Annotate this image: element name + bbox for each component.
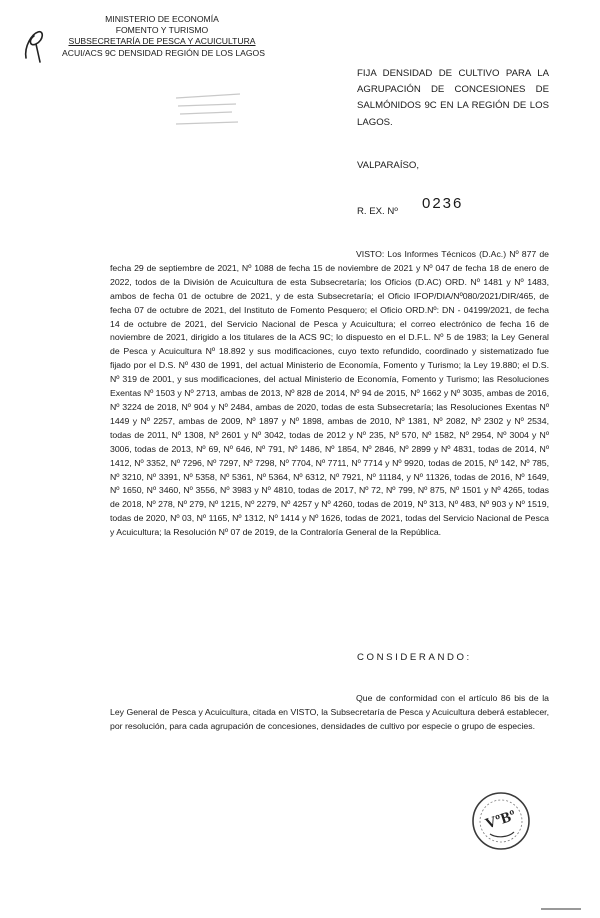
ministry-header bbox=[62, 14, 265, 59]
header-line-subsecretaria: SUBSECRETARÍA DE PESCA Y ACUICULTURA bbox=[68, 36, 256, 47]
approval-stamp bbox=[470, 790, 532, 852]
visto-section bbox=[110, 248, 549, 540]
approval-stamp-label: VºBº bbox=[483, 807, 518, 833]
faded-stamp bbox=[166, 80, 250, 138]
document-title: FIJA DENSIDAD DE CULTIVO PARA LA AGRUPACIÓN DE CONCESIONES DE SALMÓNIDOS 9C EN LA REGIÓN DE LOS LAGOS. bbox=[357, 68, 549, 128]
header-line-ministry: MINISTERIO DE ECONOMÍA bbox=[105, 14, 219, 24]
signature-mark bbox=[22, 28, 48, 64]
header-line-reference: ACUI/ACS 9C DENSIDAD REGIÓN DE LOS LAGOS bbox=[62, 47, 265, 58]
considerando-section bbox=[110, 692, 549, 734]
considerando-heading: CONSIDERANDO: bbox=[357, 652, 472, 663]
considerando-paragraph-1: Que de conformidad con el artículo 86 bis de la Ley General de Pesca y Acuicultura, citada en VISTO, la Subsecretaría de Pesca y Acuicultura deberá establecer, por resolución, para cada agrupación de concesiones, densidades de cultivo por especie o grupo de especies. bbox=[110, 693, 549, 731]
place-label: VALPARAÍSO, bbox=[357, 160, 420, 171]
visto-paragraph: VISTO: Los Informes Técnicos (D.Ac.) Nº 877 de fecha 29 de septiembre de 2021, Nº 1088 de fecha 15 de noviembre de 2021 y Nº 047 de fecha 18 de enero de 2022, todos de la División de Acuicultura de esta Subsecretaría; los Oficios (D.AC) ORD. Nº 1481 y Nº 1483, ambos de fecha 01 de octubre de 2021, y de esta Subsecretaría; el Oficio IFOP/DIA/Nº080/2021/DIR/465, de fecha 07 de octubre de 2021, del Instituto de Fomento Pesquero; el Oficio ORD.Nº: DN - 04199/2021, de fecha 14 de octubre de 2021, del Servicio Nacional de Pesca y Acuicultura; el correo electrónico de fecha 16 de noviembre de 2021, dirigido a los titulares de la ACS 9C; lo dispuesto en el D.F.L. Nº 5 de 1983; la Ley General de Pesca y Acuicultura Nº 18.892 y sus modificaciones, cuyo texto refundido, coordinado y sistematizado fue fijado por el D.S. Nº 430 de 1991, del actual Ministerio de Economía, Fomento y Turismo; la Ley 19.880; el D.S. Nº 319 de 2001, y sus modificaciones, del actual Ministerio de Economía, Fomento y Turismo; las Resoluciones Exentas Nº 1503 y Nº 2713, ambas de 2013, Nº 828 de 2014, Nº 94 de 2015, Nº 1662 y Nº 3035, ambas de 2016, Nº 3224 de 2018, Nº 904 y Nº 2484, ambas de 2020, todas de esta Subsecretaría; las Resoluciones Exentas Nº 1449 y Nº 2257, ambas de 2009, Nº 1897 y Nº 1898, ambas de 2010, Nº 1381, Nº 2082, Nº 2302 y Nº 2534, todas de 2011, Nº 1308, Nº 2601 y Nº 3042, todas de 2012 y Nº 235, Nº 570, Nº 1582, Nº 2954, Nº 3004 y Nº 3006, todas de 2013, Nº 69, Nº 646, Nº 791, Nº 1486, Nº 1854, Nº 2846, Nº 2899 y Nº 4831, todas de 2014, Nº 1412, Nº 3352, Nº 7296, Nº 7297, Nº 7298, Nº 7704, Nº 7711, Nº 7714 y Nº 9920, todas de 2015, Nº 142, Nº 785, Nº 3210, Nº 3391, Nº 5358, Nº 5361, Nº 5364, Nº 6312, Nº 7921, Nº 11184, y Nº 11326, todas de 2016, Nº 1649, Nº 1650, Nº 3460, Nº 3556, Nº 3983 y Nº 4810, todas de 2017, Nº 72, Nº 799, Nº 875, Nº 1501 y Nº 4265, todas de 2018, Nº 278, Nº 279, Nº 1215, Nº 2279, Nº 4257 y Nº 4260, todas de 2019, Nº 313, Nº 483, Nº 903 y Nº 1519, todas de 2020, Nº 03, Nº 1165, Nº 1312, Nº 1414 y Nº 1626, todas de 2021, todas del Servicio Nacional de Pesca y Acuicultura; la Resolución Nº 07 de 2019, de la Contraloría General de la República. bbox=[110, 249, 549, 538]
resolution-number: 0236 bbox=[422, 195, 464, 212]
resolution-label: R. EX. Nº bbox=[357, 206, 398, 217]
page-corner-mark bbox=[541, 906, 581, 912]
header-line-fomento: FOMENTO Y TURISMO bbox=[115, 25, 209, 36]
